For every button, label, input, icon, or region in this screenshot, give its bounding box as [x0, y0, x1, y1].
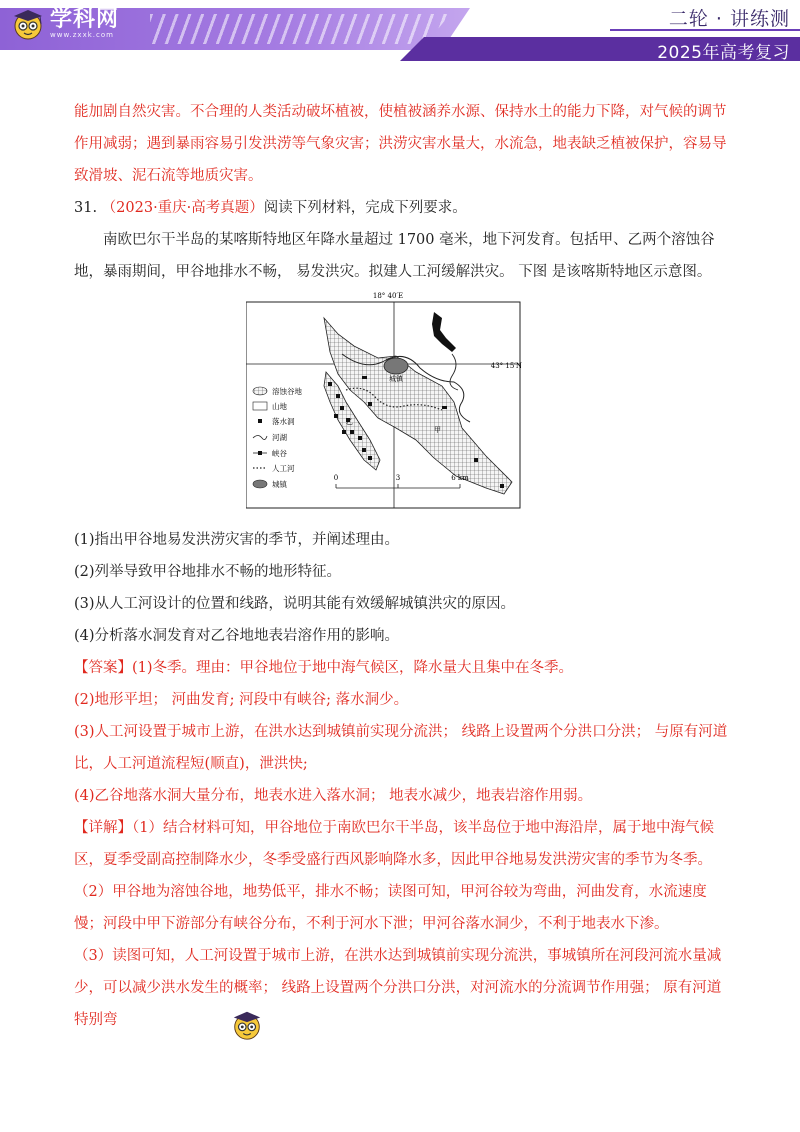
- answer-label: 【答案】: [74, 660, 132, 676]
- question-source: （2023·重庆·高考真题）: [101, 200, 264, 216]
- legend-label: 溶蚀谷地: [272, 387, 302, 396]
- question-material: 南欧巴尔干半岛的某喀斯特地区年降水量超过 1700 毫米，地下河发育。包括甲、乙两个溶蚀谷地，暴雨期间，甲谷地排水不畅， 易发洪灾。拟建人工河缓解洪灾。 下图 是该喀斯特地区示意图。: [74, 232, 715, 280]
- legend-label: 山地: [272, 402, 287, 411]
- legend-label: 峡谷: [272, 449, 287, 458]
- answer-2: (2)地形平坦； 河曲发育; 河段中有峡谷; 落水洞少。: [74, 692, 409, 708]
- header-subtitle: 2025年高考复习: [657, 43, 790, 63]
- mascot-icon: [10, 6, 46, 42]
- detail-1-text: （1）结合材料可知，甲谷地位于南欧巴尔干半岛，该半岛位于地中海沿岸，属于地中海气候区，夏季受副高控制降水少，冬季受盛行西风影响降水多，因此甲谷地易发洪涝灾害的季节为冬季。: [74, 820, 714, 868]
- header-title: 二轮 · 讲练测: [668, 8, 790, 30]
- logo: [10, 6, 119, 42]
- question-2: (2)列举导致甲谷地排水不畅的地形特征。: [74, 564, 342, 580]
- legend-town-icon: [253, 480, 267, 488]
- question-instruction: 阅读下列材料，完成下列要求。: [263, 200, 467, 216]
- legend-label: 城镇: [272, 480, 287, 489]
- legend-label: 人工河: [272, 464, 295, 473]
- question-1: (1)指出甲谷地易发洪涝灾害的季节，并阐述理由。: [74, 532, 400, 548]
- detail-1: [74, 812, 734, 876]
- question-4: (4)分析落水洞发育对乙谷地地表岩溶作用的影响。: [74, 628, 400, 644]
- question-3: (3)从人工河设计的位置和线路，说明其能有效缓解城镇洪灾的原因。: [74, 596, 516, 612]
- answer-4: (4)乙谷地落水洞大量分布，地表水进入落水洞； 地表水减少，地表岩溶作用弱。: [74, 788, 593, 804]
- karst-map-figure: [74, 290, 734, 520]
- latitude-label: 43° 15′N: [490, 362, 522, 370]
- longitude-label: 18° 40′E: [372, 292, 404, 300]
- town-shape: [384, 358, 408, 374]
- legend-mountain-icon: [253, 402, 267, 410]
- answer-3: (3)人工河设置于城市上游，在洪水达到城镇前实现分流洪； 线路上设置两个分洪口分洪； 与原有河道比，人工河道流程短(顺直)，泄洪快;: [74, 724, 728, 772]
- logo-url: www.zxxk.com: [50, 31, 114, 39]
- legend-sinkhole-icon: [258, 419, 262, 423]
- karst-map: [246, 290, 522, 520]
- document-body: [74, 96, 734, 1036]
- page-header: [0, 0, 800, 64]
- detail-label: 【详解】: [74, 820, 132, 836]
- legend-label: 河湖: [272, 433, 287, 442]
- scale-tick: 6 km: [451, 474, 469, 482]
- scale-tick: 3: [395, 474, 401, 482]
- detail-2: （2）甲谷地为溶蚀谷地，地势低平，排水不畅；读图可知，甲河谷较为弯曲，河曲发育，水流速度慢；河段中甲下游部分有峡谷分布，不利于河水下泄；甲河谷落水洞少，不利于地表水下渗。: [74, 884, 707, 932]
- answer-1: [74, 652, 734, 684]
- valley-jia-label: 甲: [434, 426, 441, 434]
- legend-label: 落水洞: [272, 417, 295, 426]
- valley-yi-label: 乙: [346, 418, 353, 426]
- question-number: 31.: [74, 200, 98, 216]
- footer-mascot-icon: [230, 1008, 264, 1042]
- town-label: 城镇: [389, 375, 403, 383]
- question-header: [74, 192, 734, 224]
- scale-tick: 0: [333, 474, 339, 482]
- previous-answer-tail: 能加剧自然灾害。不合理的人类活动破坏植被，使植被涵养水源、保持水土的能力下降，对气候的调节作用减弱；遇到暴雨容易引发洪涝等气象灾害；洪涝灾害水量大，水流急，地表缺乏植被保护，容易导致滑坡、泥石流等地质灾害。: [74, 104, 727, 184]
- legend-valley-icon: [253, 387, 267, 395]
- header-stripes: [150, 14, 450, 44]
- detail-3: （3）读图可知，人工河设置于城市上游，在洪水达到城镇前实现分流洪，事城镇所在河段河流水量减少，可以减少洪水发生的概率； 线路上设置两个分洪口分洪，对河流水的分流调节作用强； 原有河道特别弯: [74, 948, 722, 1028]
- logo-name: 学科网: [50, 7, 120, 32]
- answer-1-text: (1)冬季。理由：甲谷地位于地中海气候区，降水量大且集中在冬季。: [132, 660, 574, 676]
